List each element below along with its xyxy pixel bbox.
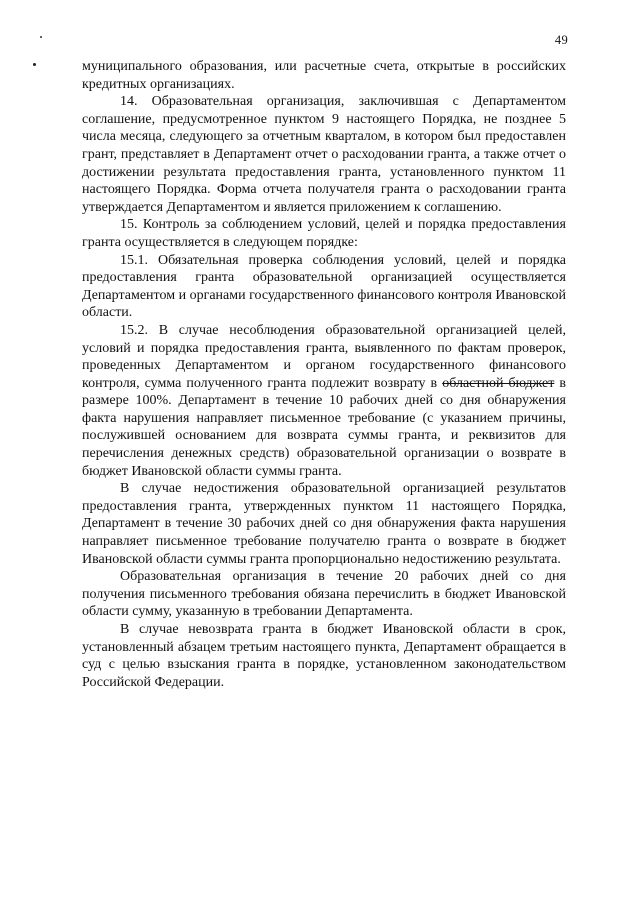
paragraph-continuation: муниципального образования, или расчетные счета, открытые в российских кредитных организациях. (82, 59, 566, 92)
paragraph-15-2-end: в размере 100%. Департамент в течение 10 рабочих дней со дня обнаружения факта нарушения направляет письменное требование (с указанием причины, послужившей основанием для возврата суммы гранта, и реквизитов для перечисления денежных средств) образовательной организации о возврате в бюджет Ивановской области суммы гранта. (82, 375, 566, 479)
paragraph-15-1: 15.1. Обязательная проверка соблюдения условий, целей и порядка предоставления гранта образовательной организацией осуществляется Департаментом и органами государственного финансового контроля Ивановской области. (82, 252, 566, 321)
document-body (82, 58, 566, 691)
page-number: 49 (554, 33, 568, 47)
paragraph-15-2 (82, 322, 566, 480)
struck-text: областной бюджет (442, 375, 555, 391)
paragraph-15: 15. Контроль за соблюдением условий, целей и порядка предоставления гранта осуществляется в следующем порядке: (82, 217, 566, 250)
paragraph-results: В случае недостижения образовательной организацией результатов предоставления гранта, утвержденных пунктом 11 настоящего Порядка, Департамент в течение 30 рабочих дней со дня обнаружения факта нарушения направляет письменное требование получателю гранта о возврате в бюджет Ивановской области суммы гранта пропорционально недостижению результата. (82, 481, 566, 567)
scan-speck (40, 36, 42, 38)
paragraph-14: 14. Образовательная организация, заключившая с Департаментом соглашение, предусмотренное пунктом 9 настоящего Порядка, не позднее 5 числа месяца, следующего за отчетным кварталом, в котором был предоставлен грант, представляет в Департамент отчет о расходовании гранта, а также отчет о достижении результата предоставления гранта, установленного пунктом 11 настоящего Порядка. Форма отчета получателя гранта о расходовании гранта утверждается Департаментом и является приложением к соглашению. (82, 94, 566, 215)
scan-speck (33, 63, 36, 66)
paragraph-15-2-start: 15.2. В случае несоблюдения образовательной организацией целей, условий и порядка предоставления гранта, выявленного по фактам проверок, проведенных Департаментом и органом государственного финансового контроля, сумма полученного гранта подлежит возврату в (82, 322, 566, 391)
paragraph-court: В случае невозврата гранта в бюджет Ивановской области в срок, установленный абзацем третьим настоящего пункта, Департамент обращается в суд с целью взыскания гранта в порядке, установленном законодательством Российской Федерации. (82, 622, 566, 690)
paragraph-transfer: Образовательная организация в течение 20 рабочих дней со дня получения письменного требования обязана перечислить в бюджет Ивановской области сумму, указанную в требовании Департамента. (82, 569, 566, 620)
